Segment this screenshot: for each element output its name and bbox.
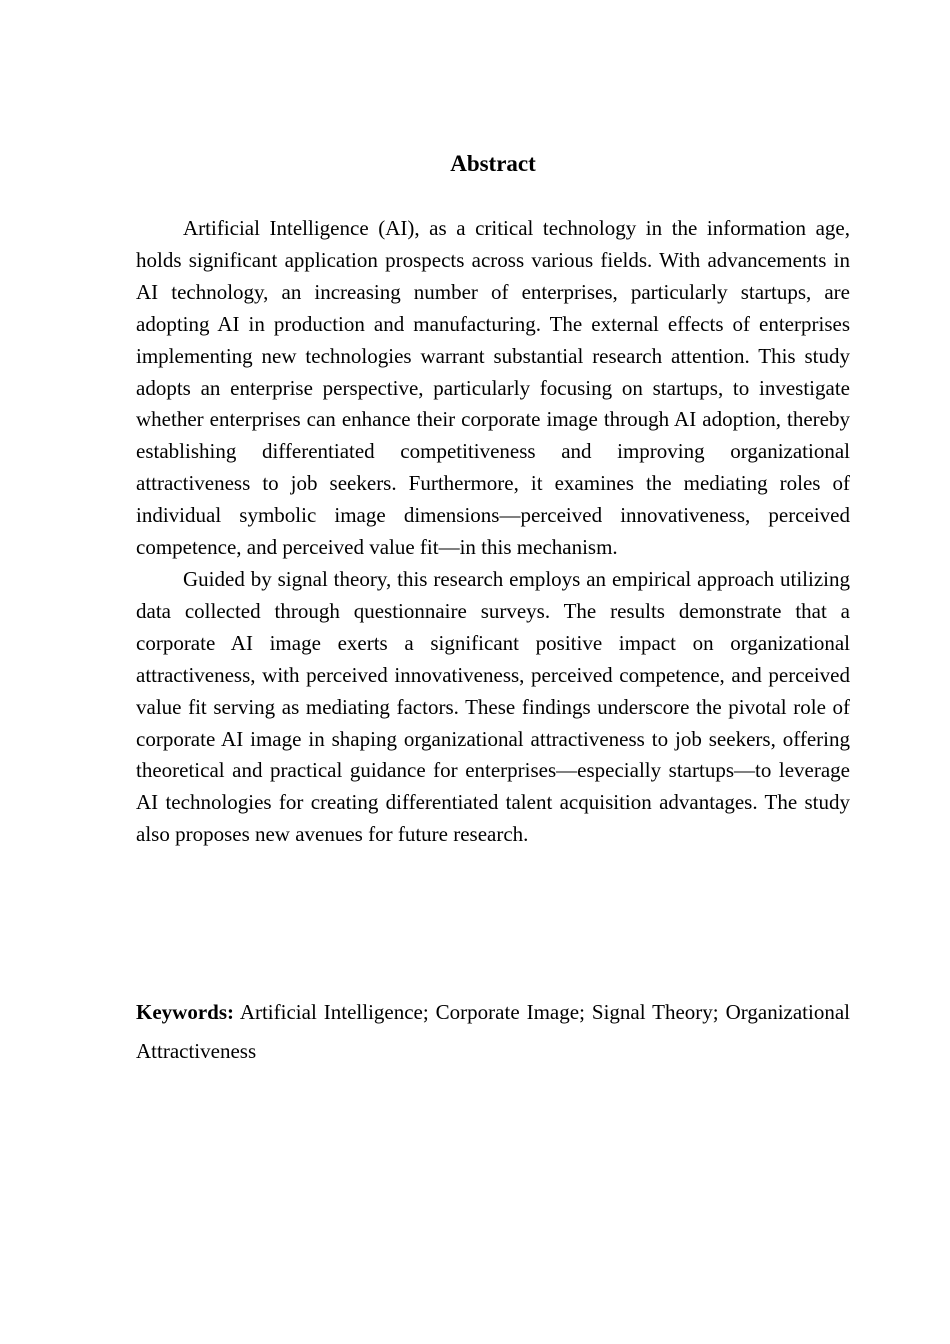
abstract-body [136,213,850,851]
abstract-title: Abstract [450,151,536,176]
keywords-text: Artificial Intelligence; Corporate Image; Signal Theory; Organizational Attractiveness [136,1000,850,1063]
keywords-label: Keywords: [136,1000,234,1024]
abstract-paragraph-2: Guided by signal theory, this research employs an empirical approach utilizing data collected through questionnaire surveys. The results demonstrate that a corporate AI image exerts a significant positive impact on organizational attractiveness, with perceived innovativeness, perceived competence, and perceived value fit serving as mediating factors. These findings underscore the pivotal role of corporate AI image in shaping organizational attractiveness to job seekers, offering theoretical and practical guidance for enterprises—especially startups—to leverage AI technologies for creating differentiated talent acquisition advantages. The study also proposes new avenues for future research. [136,566,850,847]
abstract-paragraph-1: Artificial Intelligence (AI), as a critical technology in the information age, holds significant application prospects across various fields. With advancements in AI technology, an increasing number of enterprises, particularly startups, are adopting AI in production and manufacturing. The external effects of enterprises implementing new technologies warrant substantial research attention. This study adopts an enterprise perspective, particularly focusing on startups, to investigate whether enterprises can enhance their corporate image through AI adoption, thereby establishing differentiated competitiveness and improving organizational attractiveness to job seekers. Furthermore, it examines the mediating roles of individual symbolic image dimensions—perceived innovativeness, perceived competence, and perceived value fit—in this mechanism. [136,216,850,560]
keywords-line [136,993,850,1071]
